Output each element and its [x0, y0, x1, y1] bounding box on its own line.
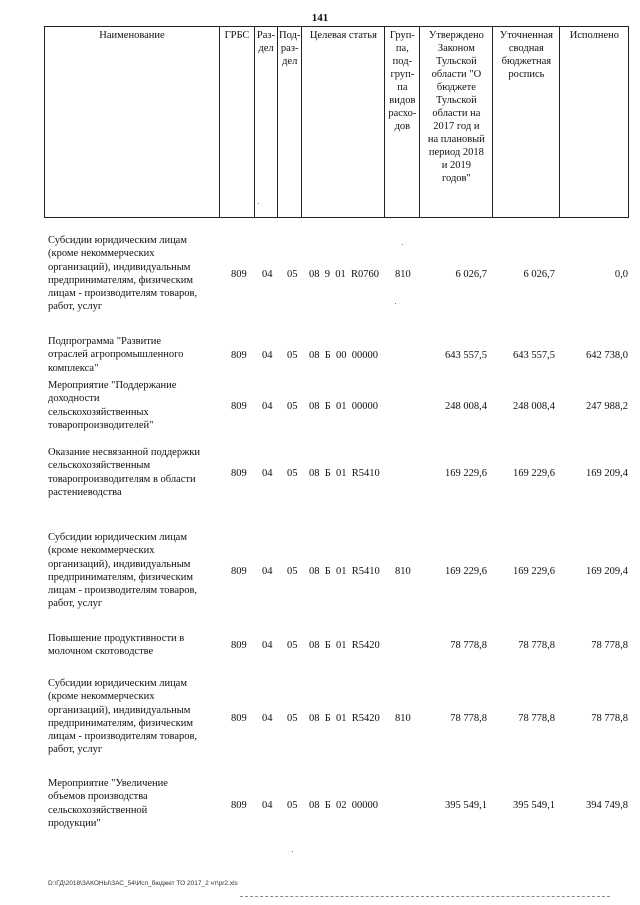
row-refined: 169 229,6 [513, 566, 555, 577]
table-header [44, 26, 629, 218]
row-grbs: 809 [231, 468, 247, 479]
row-refined: 248 008,4 [513, 401, 555, 412]
row-group: 810 [395, 566, 411, 577]
row-approved: 169 229,6 [445, 468, 487, 479]
header-podrazdel: Под- раз- дел [278, 27, 302, 218]
scan-speck [292, 851, 293, 852]
header-refined: Уточненная сводная бюджетная роспись [493, 27, 560, 218]
row-grbs: 809 [231, 401, 247, 412]
row-name: Субсидии юридическим лицам (кроме некоммерческих организаций), индивидуальным предпринимателям, физическим лицам - производителям товаров, работ, услуг [48, 532, 198, 610]
row-target: 08 9 01 R0760 [309, 269, 380, 280]
row-podrazdel: 05 [287, 713, 298, 724]
row-target: 08 Б 02 00000 [309, 800, 379, 811]
row-target: 08 Б 00 00000 [309, 350, 379, 361]
row-approved: 395 549,1 [445, 800, 487, 811]
row-name: Субсидии юридическим лицам (кроме некоммерческих организаций), индивидуальным предпринимателям, физическим лицам - производителям товаров, работ, услуг [48, 235, 198, 313]
page-number: 141 [311, 12, 329, 24]
header-target: Целевая статья [302, 27, 385, 218]
row-approved: 169 229,6 [445, 566, 487, 577]
row-razdel: 04 [262, 713, 273, 724]
header-grbs: ГРБС [220, 27, 255, 218]
row-executed: 78 778,8 [591, 713, 628, 724]
row-name: Мероприятие "Увеличение объемов производства сельскохозяйственной продукции" [48, 778, 168, 829]
row-executed: 169 209,4 [586, 468, 628, 479]
bottom-rule [240, 896, 610, 897]
row-executed: 394 749,8 [586, 800, 628, 811]
row-razdel: 04 [262, 566, 273, 577]
row-podrazdel: 05 [287, 566, 298, 577]
row-name: Повышение продуктивности в молочном скотоводстве [48, 633, 185, 658]
file-path-footer: D:\ГД\2018\ЗАКОНЫ\ЗАС_54\Исп_бюджет ТО 2017_2 чт\pr2.xls [48, 880, 238, 887]
row-approved: 643 557,5 [445, 350, 487, 361]
row-name: Оказание несвязанной поддержки сельскохозяйственным товаропроизводителям в области растениеводства [48, 447, 201, 498]
row-grbs: 809 [231, 713, 247, 724]
scan-speck [258, 203, 259, 204]
row-target: 08 Б 01 00000 [309, 401, 379, 412]
row-approved: 6 026,7 [455, 269, 487, 280]
header-razdel: Раз- дел [255, 27, 278, 218]
row-approved: 248 008,4 [445, 401, 487, 412]
row-razdel: 04 [262, 468, 273, 479]
row-grbs: 809 [231, 350, 247, 361]
row-executed: 0,0 [614, 269, 628, 280]
row-group: 810 [395, 269, 411, 280]
row-group: 810 [395, 713, 411, 724]
row-grbs: 809 [231, 269, 247, 280]
row-podrazdel: 05 [287, 269, 298, 280]
row-grbs: 809 [231, 640, 247, 651]
row-target: 08 Б 01 R5410 [309, 566, 380, 577]
row-podrazdel: 05 [287, 468, 298, 479]
scan-speck [402, 244, 403, 245]
row-razdel: 04 [262, 800, 273, 811]
row-name: Мероприятие "Поддержание доходности сельскохозяйственных товаропроизводителей" [48, 380, 177, 431]
row-razdel: 04 [262, 269, 273, 280]
row-refined: 643 557,5 [513, 350, 555, 361]
header-group: Груп- па, под- груп- па видов расхо- дов [385, 27, 420, 218]
header-name: Наименование [45, 27, 220, 218]
row-executed: 169 209,4 [586, 566, 628, 577]
row-target: 08 Б 01 R5410 [309, 468, 380, 479]
row-razdel: 04 [262, 350, 273, 361]
row-razdel: 04 [262, 640, 273, 651]
row-target: 08 Б 01 R5420 [309, 713, 380, 724]
scan-speck [395, 303, 396, 304]
row-executed: 78 778,8 [591, 640, 628, 651]
row-refined: 6 026,7 [523, 269, 555, 280]
row-approved: 78 778,8 [450, 713, 487, 724]
row-name: Подпрограмма "Развитие отраслей агропромышленного комплекса" [48, 336, 184, 374]
row-razdel: 04 [262, 401, 273, 412]
row-refined: 78 778,8 [518, 713, 555, 724]
header-approved: Утверждено Законом Тульской области "О бюджете Тульской области на 2017 год и на плановый период 2018 и 2019 годов" [420, 27, 493, 218]
row-grbs: 809 [231, 800, 247, 811]
row-podrazdel: 05 [287, 401, 298, 412]
row-executed: 642 738,0 [586, 350, 628, 361]
row-refined: 78 778,8 [518, 640, 555, 651]
row-grbs: 809 [231, 566, 247, 577]
row-podrazdel: 05 [287, 800, 298, 811]
row-executed: 247 988,2 [586, 401, 628, 412]
row-target: 08 Б 01 R5420 [309, 640, 380, 651]
row-refined: 169 229,6 [513, 468, 555, 479]
row-podrazdel: 05 [287, 350, 298, 361]
row-name: Субсидии юридическим лицам (кроме некоммерческих организаций), индивидуальным предпринимателям, физическим лицам - производителям товаров, работ, услуг [48, 678, 198, 756]
row-podrazdel: 05 [287, 640, 298, 651]
header-executed: Исполнено [560, 27, 629, 218]
row-refined: 395 549,1 [513, 800, 555, 811]
row-approved: 78 778,8 [450, 640, 487, 651]
